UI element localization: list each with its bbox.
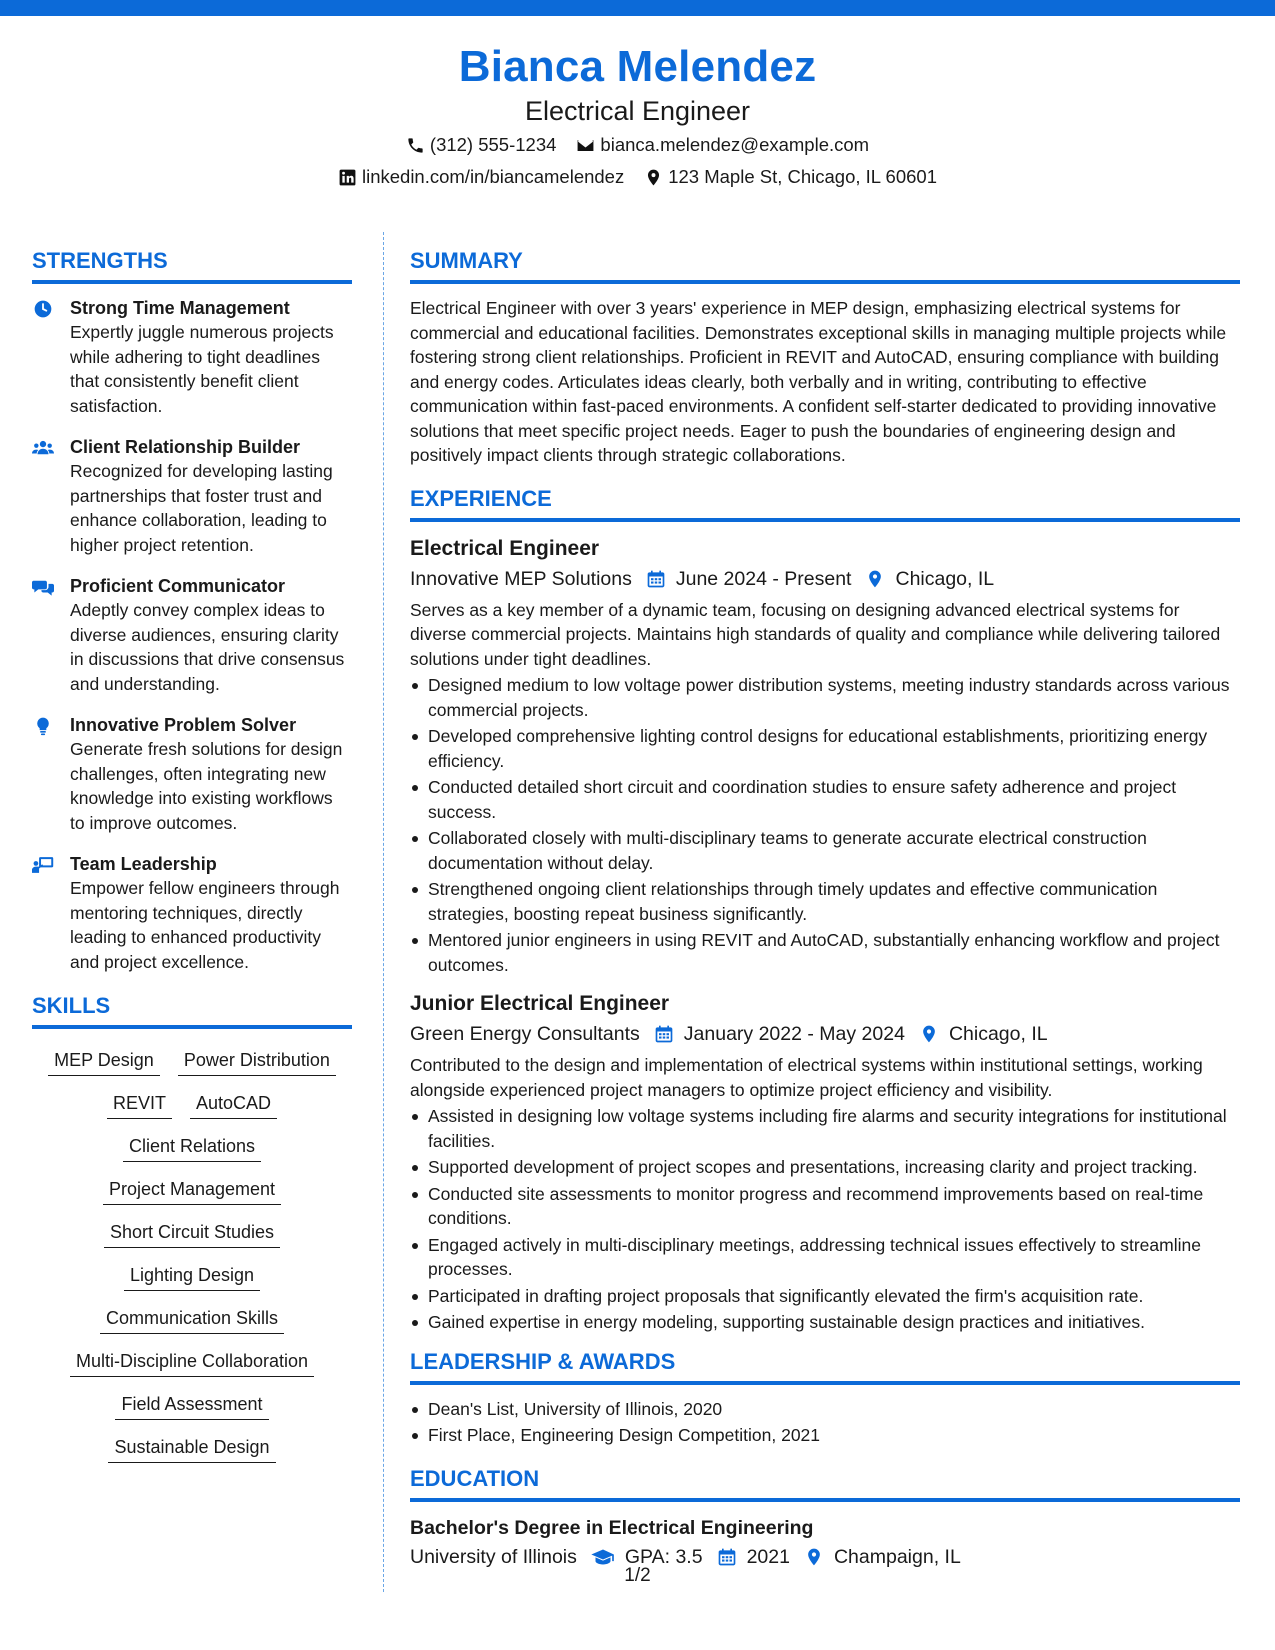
skill-tag: Power Distribution xyxy=(178,1047,336,1076)
job-bullets xyxy=(410,1104,1240,1335)
strength-title: Team Leadership xyxy=(70,854,217,874)
bullet-item: Supported development of project scopes and presentations, increasing clarity and project tracking. xyxy=(410,1155,1240,1180)
strength-item xyxy=(32,852,352,974)
skill-tag: Communication Skills xyxy=(100,1305,284,1334)
job-company: Innovative MEP Solutions xyxy=(410,567,632,590)
award-item: Dean's List, University of Illinois, 2020 xyxy=(410,1397,1240,1422)
bullet-item: Conducted site assessments to monitor progress and recommend improvements based on real-time conditions. xyxy=(410,1182,1240,1231)
skill-tag: Sustainable Design xyxy=(108,1434,275,1463)
left-column xyxy=(32,246,352,1463)
strength-title: Proficient Communicator xyxy=(70,576,286,596)
contact-row-1 xyxy=(0,130,1275,160)
map-pin-icon xyxy=(865,569,885,589)
phone-icon xyxy=(406,136,425,155)
strengths-heading: STRENGTHS xyxy=(32,246,352,284)
skill-tag: Client Relations xyxy=(123,1133,261,1162)
strength-desc: Adeptly convey complex ideas to diverse audiences, ensuring clarity in discussions that drive consensus and understanding. xyxy=(70,600,345,694)
skill-tag: Lighting Design xyxy=(124,1262,260,1291)
strength-item xyxy=(32,574,352,696)
calendar-icon xyxy=(654,1024,674,1044)
map-pin-icon xyxy=(804,1547,824,1567)
graduation-cap-icon xyxy=(591,1547,615,1567)
skills-list xyxy=(32,1041,352,1463)
candidate-name: Bianca Melendez xyxy=(458,42,817,91)
skill-tag: MEP Design xyxy=(48,1047,160,1076)
job-bullets xyxy=(410,673,1240,977)
bullet-item: Collaborated closely with multi-disciplinary teams to generate accurate electrical construction documentation without delay. xyxy=(410,826,1240,875)
map-pin-icon xyxy=(644,168,663,187)
skill-tag: Multi-Discipline Collaboration xyxy=(70,1348,314,1377)
contact-linkedin[interactable] xyxy=(338,162,624,192)
column-divider xyxy=(383,232,384,1592)
lightbulb-icon xyxy=(32,716,54,736)
strength-title: Strong Time Management xyxy=(70,298,290,318)
bullet-item: Engaged actively in multi-disciplinary meetings, addressing technical issues effectively to streamline processes. xyxy=(410,1233,1240,1282)
users-icon xyxy=(32,438,54,458)
contact-row-2 xyxy=(0,162,1275,192)
strength-title: Client Relationship Builder xyxy=(70,437,301,457)
job-description: Serves as a key member of a dynamic team, focusing on designing advanced electrical systems for diverse commercial projects. Maintains high standards of quality and compliance while delivering tailored solutions under tight deadlines. xyxy=(410,599,1221,669)
clock-icon xyxy=(32,299,54,319)
skill-tag: Field Assessment xyxy=(115,1391,268,1420)
contact-email[interactable] xyxy=(576,130,869,160)
right-column xyxy=(410,246,1240,1576)
envelope-icon xyxy=(576,136,595,155)
bullet-item: Conducted detailed short circuit and coordination studies to ensure safety adherence and project success. xyxy=(410,775,1240,824)
candidate-title: Electrical Engineer xyxy=(524,96,751,126)
job-dates: June 2024 - Present xyxy=(675,567,852,590)
skill-tag: AutoCAD xyxy=(190,1090,277,1119)
awards-list xyxy=(410,1397,1240,1448)
awards-heading: LEADERSHIP & AWARDS xyxy=(410,1347,1240,1385)
education-school: University of Illinois xyxy=(410,1545,577,1568)
education-degree: Bachelor's Degree in Electrical Engineering xyxy=(410,1516,814,1539)
linkedin-link[interactable]: linkedin.com/in/biancamelendez xyxy=(361,166,625,187)
strength-desc: Empower fellow engineers through mentoring techniques, directly leading to enhanced productivity and project excellence. xyxy=(70,878,340,972)
education-gpa: GPA: 3.5 xyxy=(624,1545,703,1568)
contact-address xyxy=(644,162,937,192)
job-role: Junior Electrical Engineer xyxy=(410,992,670,1015)
strength-item xyxy=(32,713,352,835)
bullet-item: Participated in drafting project proposals that significantly elevated the firm's acquisition rate. xyxy=(410,1284,1240,1309)
job-meta xyxy=(410,564,1240,594)
job-role: Electrical Engineer xyxy=(410,536,600,560)
award-item: First Place, Engineering Design Competition, 2021 xyxy=(410,1423,1240,1448)
job-company: Green Energy Consultants xyxy=(410,1023,640,1045)
job-meta xyxy=(410,1019,1240,1049)
email-link[interactable]: bianca.melendez@example.com xyxy=(600,134,870,155)
bullet-item: Developed comprehensive lighting control designs for educational establishments, prioritizing energy efficiency. xyxy=(410,724,1240,773)
calendar-icon xyxy=(717,1547,737,1567)
job-dates: January 2022 - May 2024 xyxy=(683,1023,905,1045)
education-location: Champaign, IL xyxy=(833,1545,961,1568)
job-entry xyxy=(410,989,1240,1335)
strength-item xyxy=(32,296,352,418)
address-text: 123 Maple St, Chicago, IL 60601 xyxy=(668,166,937,187)
job-description: Contributed to the design and implementation of electrical systems within institutional settings, working alongside experienced project managers to optimize project efficiency and visibility. xyxy=(410,1055,1203,1100)
strength-desc: Expertly juggle numerous projects while adhering to tight deadlines that consistently benefit client satisfaction. xyxy=(70,322,334,416)
education-year: 2021 xyxy=(746,1545,790,1568)
top-accent-bar xyxy=(0,0,1275,16)
job-entry xyxy=(410,534,1240,978)
job-location: Chicago, IL xyxy=(895,567,995,590)
strength-desc: Recognized for developing lasting partnerships that foster trust and enhance collaboration, leading to higher project retention. xyxy=(70,461,333,555)
education-heading: EDUCATION xyxy=(410,1464,1240,1502)
bullet-item: Assisted in designing low voltage systems including fire alarms and security integrations for institutional facilities. xyxy=(410,1104,1240,1153)
skills-heading: SKILLS xyxy=(32,991,352,1029)
strength-title: Innovative Problem Solver xyxy=(70,715,297,735)
skill-tag: Project Management xyxy=(103,1176,281,1205)
skill-tag: REVIT xyxy=(107,1090,172,1119)
summary-text: Electrical Engineer with over 3 years' experience in MEP design, emphasizing electrical systems for commercial and educational facilities. Demonstrates exceptional skills in managing multiple projects while fostering strong client relationships. Proficient in REVIT and AutoCAD, ensuring compliance with building and energy codes. Articulates ideas clearly, both verbally and in writing, contributing to effective communication within fast-paced environments. A confident self-starter dedicated to providing innovative solutions that meet specific project needs. Eager to push the boundaries of engineering design and positively impact clients through strategic collaborations. xyxy=(410,298,1227,465)
strength-item xyxy=(32,435,352,557)
page-number: 1/2 xyxy=(624,1565,651,1586)
calendar-icon xyxy=(646,569,666,589)
phone-text: (312) 555-1234 xyxy=(429,134,557,155)
presenter-icon xyxy=(32,855,54,875)
strength-desc: Generate fresh solutions for design challenges, often integrating new knowledge into existing workflows to improve outcomes. xyxy=(70,739,343,833)
bullet-item: Designed medium to low voltage power distribution systems, meeting industry standards across various commercial projects. xyxy=(410,673,1240,722)
skill-tag: Short Circuit Studies xyxy=(104,1219,280,1248)
experience-heading: EXPERIENCE xyxy=(410,484,1240,522)
bullet-item: Strengthened ongoing client relationships through timely updates and effective communication strategies, boosting repeat business significantly. xyxy=(410,877,1240,926)
bullet-item: Gained expertise in energy modeling, supporting sustainable design practices and initiatives. xyxy=(410,1310,1240,1335)
map-pin-icon xyxy=(919,1024,939,1044)
job-location: Chicago, IL xyxy=(948,1023,1048,1045)
bullet-item: Mentored junior engineers in using REVIT and AutoCAD, substantially enhancing workflow and project outcomes. xyxy=(410,928,1240,977)
linkedin-icon xyxy=(338,168,357,187)
resume-header xyxy=(0,40,1275,192)
summary-heading: SUMMARY xyxy=(410,246,1240,284)
comments-icon xyxy=(32,577,54,597)
contact-phone xyxy=(406,130,557,160)
